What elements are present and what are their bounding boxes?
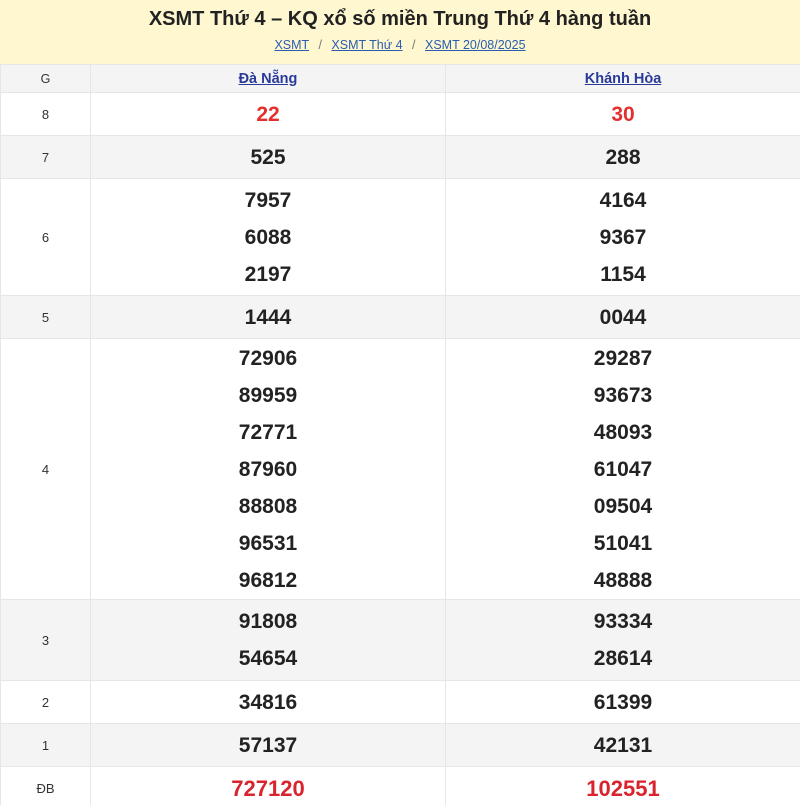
prize-label: 6 [1,179,91,296]
result-number: 88808 [238,494,298,518]
result-number: 29287 [593,346,653,370]
result-number: 87960 [238,457,298,481]
result-cell-khanh-hoa [446,767,800,805]
breadcrumb-xsmt-link[interactable]: XSMT [274,38,309,52]
breadcrumb-separator: / [318,38,322,52]
result-cell-da-nang [91,136,446,179]
result-number: 4164 [599,188,647,212]
result-number: 09504 [593,494,653,518]
prize-label: 1 [1,724,91,767]
result-number: 2197 [244,262,292,286]
result-number: 91808 [238,610,298,633]
result-number: 57137 [238,733,298,757]
page-title: XSMT Thứ 4 – KQ xổ số miền Trung Thứ 4 hàng tuần [148,8,652,30]
result-cell-khanh-hoa [446,93,800,136]
prize-row-8 [1,93,800,136]
result-number: 93334 [593,610,653,633]
prize-row-7 [1,136,800,179]
result-number: 48093 [593,420,653,444]
prize-label: 4 [1,339,91,600]
prize-row-3 [1,600,800,681]
result-cell-khanh-hoa [446,136,800,179]
result-number: 61047 [593,457,653,481]
result-cell-da-nang [91,296,446,339]
prize-row-special [1,767,800,805]
breadcrumb-date-link[interactable]: XSMT 20/08/2025 [425,38,526,52]
result-cell-da-nang [91,339,446,600]
result-cell-da-nang [91,93,446,136]
result-number: 93673 [593,383,653,407]
result-number: 9367 [599,225,647,249]
prize-row-5 [1,296,800,339]
results-table [0,64,800,805]
result-cell-khanh-hoa [446,724,800,767]
result-number: 72771 [238,420,298,444]
province-header-da-nang [91,65,446,93]
province-header-khanh-hoa [446,65,800,93]
special-prize-number: 102551 [586,775,660,801]
result-number: 96812 [238,568,298,592]
result-number: 48888 [593,568,653,592]
result-number: 1154 [600,262,646,286]
province-link-khanh-hoa[interactable]: Khánh Hòa [584,70,662,87]
result-number: 61399 [593,690,653,714]
prize-label: 7 [1,136,91,179]
result-cell-khanh-hoa [446,296,800,339]
result-number: 89959 [238,383,298,407]
prize-row-6 [1,179,800,296]
prize-label: ĐB [1,767,91,805]
prize-label: 5 [1,296,91,339]
prize-label: 2 [1,681,91,724]
result-number: 28614 [593,647,653,670]
result-cell-khanh-hoa [446,681,800,724]
result-number: 96531 [238,531,298,555]
prize-label: 8 [1,93,91,136]
breadcrumb-xsmt-thu4-link[interactable]: XSMT Thứ 4 [331,38,403,52]
result-number: 30 [611,102,635,126]
result-cell-da-nang [91,767,446,805]
prize-label: 3 [1,600,91,681]
result-number: 42131 [593,733,653,757]
result-number: 0044 [599,305,647,329]
result-cell-da-nang [91,724,446,767]
result-number: 34816 [238,690,298,714]
result-number: 288 [605,145,641,169]
result-number: 7957 [244,188,292,212]
prize-column-header: G [1,65,91,93]
result-cell-da-nang [91,179,446,296]
prize-row-4 [1,339,800,600]
prize-row-2 [1,681,800,724]
result-number: 54654 [238,647,298,670]
result-number: 525 [250,145,286,169]
special-prize-number: 727120 [231,775,305,801]
breadcrumb [0,38,800,52]
result-number: 51041 [593,531,653,555]
result-number: 72906 [238,346,298,370]
table-header-row [1,65,800,93]
result-number: 6088 [244,225,292,249]
province-link-da-nang[interactable]: Đà Nẵng [238,70,298,87]
result-number: 22 [256,102,280,126]
result-cell-da-nang [91,681,446,724]
page-header [0,0,800,64]
result-cell-khanh-hoa [446,339,800,600]
result-cell-khanh-hoa [446,600,800,681]
breadcrumb-separator: / [412,38,416,52]
result-cell-khanh-hoa [446,179,800,296]
result-number: 1444 [244,305,292,329]
prize-row-1 [1,724,800,767]
result-cell-da-nang [91,600,446,681]
